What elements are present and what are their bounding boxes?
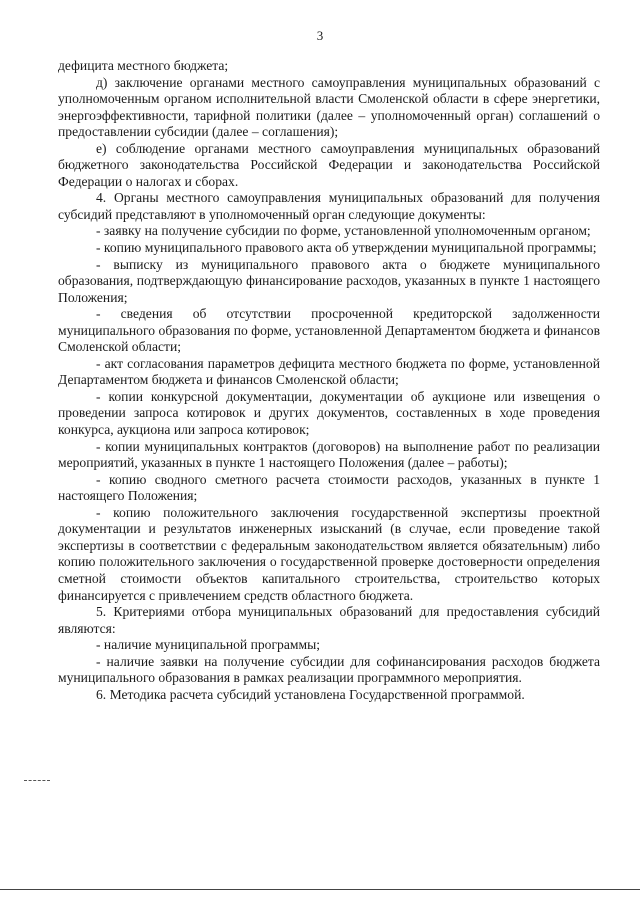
list-item-expertise: - копию положительного заключения государственной экспертизы проектной документации и результатов инженерных изысканий (в случае, если проведение такой экспертизы в соответствии с федеральным законодательством является обязательным) либо копию положительного заключения о государственной проверке достоверности определения сметной стоимости объектов капитального строительства, строительство которых финансируется с привлечением средств областного бюджета. [58,504,600,603]
page-number: 3 [316,28,324,43]
paragraph-item-d-agreements: д) заключение органами местного самоуправления муниципальных образований с уполномоченным органом исполнительной власти Смоленской области в сфере энергетики, энергоэффективности, тарифной политики (далее – уполномоченный орган) соглашений о предоставлении субсидии (далее – соглашения); [58,74,600,140]
paragraph-6-methodology: 6. Методика расчета субсидий установлена Государственной программой. [96,686,525,702]
list-item-program-act: - копию муниципального правового акта об утверждении муниципальной программы; [96,240,597,256]
list-item-contracts: - копии муниципальных контрактов (договоров) на выполнение работ по реализации мероприятий, указанных в пункте 1 настоящего Положения (далее – работы); [58,438,600,471]
list-item-estimate: - копию сводного сметного расчета стоимости расходов, указанных в пункте 1 настоящего Положения; [58,471,600,504]
paragraph-5-criteria: 5. Критериями отбора муниципальных образований для предоставления субсидий являются: [58,604,600,636]
list-item-budget-extract: - выписку из муниципального правового акта о бюджете муниципального образования, подтверждающую финансирование расходов, указанных в пункте 1 настоящего Положения; [58,256,600,305]
list-item-deficit-act: - акт согласования параметров дефицита местного бюджета по форме, установленной Департаментом бюджета и финансов Смоленской области; [58,355,600,388]
paragraph-budget-deficit-end: дефицита местного бюджета; [58,58,229,73]
list-item-program: - наличие муниципальной программы; [96,637,320,653]
list-item-tender-docs: - копии конкурсной документации, документации об аукционе или извещения о проведении запроса котировок и других документов, составленных в ходе проведения конкурса, аукциона или запроса котировок; [58,388,600,438]
paragraph-item-e-compliance: е) соблюдение органами местного самоуправления муниципальных образований бюджетного законодательства Российской Федерации и законодательства Российской Федерации о налогах и сборах. [58,140,600,189]
list-item-application: - заявку на получение субсидии по форме, установленной уполномоченным органом; [96,223,591,239]
list-item-application-cofinancing: - наличие заявки на получение субсидии для софинансирования расходов бюджета муниципального образования в рамках реализации программного мероприятия. [58,653,600,686]
paragraph-4-documents: 4. Органы местного самоуправления муниципальных образований для получения субсидий представляют в уполномоченный орган следующие документы: [58,190,600,222]
margin-mark [24,780,50,781]
document-body [58,58,600,703]
bottom-rule [0,889,640,890]
list-item-debt-info: - сведения об отсутствии просроченной кредиторской задолженности муниципального образования по форме, установленной Департаментом бюджета и финансов Смоленской области; [58,306,600,355]
